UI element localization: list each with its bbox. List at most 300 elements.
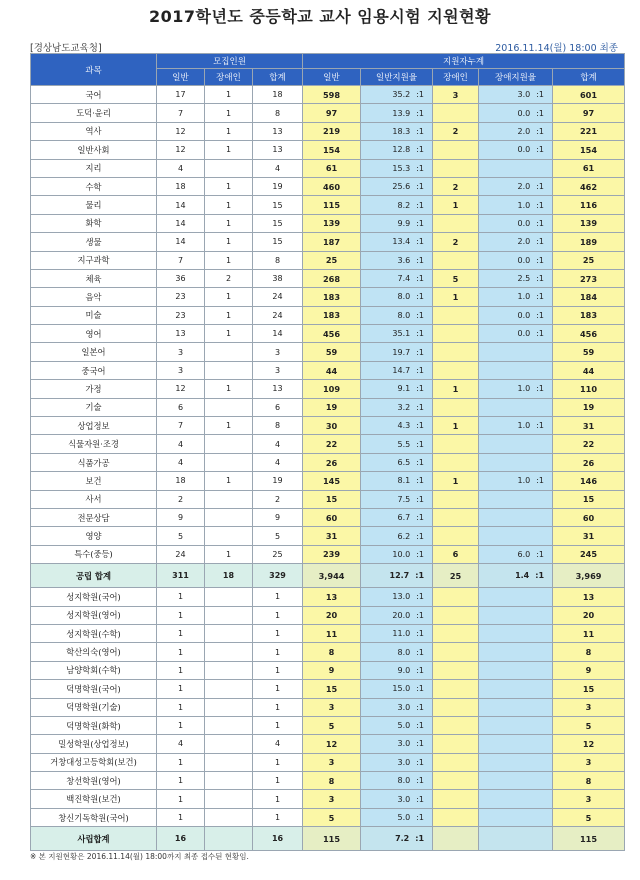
cell-recruit-general: 12 — [157, 141, 205, 159]
cell-applicant-disabled-ratio — [479, 325, 553, 343]
ratio-value: 8.1 — [397, 476, 411, 486]
cell-applicant-disabled-ratio — [479, 490, 553, 508]
cell-applicant-disabled — [433, 490, 479, 508]
cell-applicant-disabled-ratio — [479, 588, 553, 606]
cell-applicant-general-ratio — [361, 735, 433, 753]
cell-applicant-general-ratio — [361, 680, 433, 698]
cell-applicant-disabled-ratio — [479, 104, 553, 122]
cell-recruit-general: 1 — [157, 588, 205, 606]
table-row — [31, 490, 625, 508]
cell-applicant-disabled — [433, 159, 479, 177]
ratio-suffix: :1 — [415, 834, 425, 844]
ratio-value: 4.3 — [397, 421, 411, 431]
cell-recruit-total: 8 — [253, 104, 303, 122]
ratio-value: 18.3 — [392, 126, 411, 136]
cell-recruit-total: 1 — [253, 680, 303, 698]
cell-applicant-total: 221 — [553, 122, 625, 140]
cell-applicant-general-ratio — [361, 159, 433, 177]
ratio-suffix: :1 — [416, 776, 425, 786]
ratio-value: 12.8 — [392, 145, 411, 155]
cell-subject: 상업정보 — [31, 417, 157, 435]
cell-recruit-total: 15 — [253, 214, 303, 232]
cell-applicant-disabled-ratio — [479, 380, 553, 398]
ratio-suffix: :1 — [536, 476, 545, 486]
ratio-value: 0.0 — [517, 108, 531, 118]
cell-applicant-general-ratio — [361, 643, 433, 661]
cell-applicant-general: 8 — [303, 643, 361, 661]
ratio-suffix: :1 — [416, 721, 425, 731]
cell-applicant-disabled-ratio — [479, 435, 553, 453]
table-row — [31, 233, 625, 251]
cell-applicant-total: 15 — [553, 680, 625, 698]
cell-applicant-general-ratio — [361, 472, 433, 490]
cell-recruit-disabled — [205, 435, 253, 453]
cell-applicant-total: 115 — [553, 827, 625, 851]
ratio-value: 2.0 — [517, 126, 531, 136]
cell-applicant-general-ratio — [361, 606, 433, 624]
cell-applicant-disabled: 6 — [433, 545, 479, 563]
cell-applicant-total: 116 — [553, 196, 625, 214]
ratio-suffix: :1 — [416, 813, 425, 823]
cell-applicant-disabled: 5 — [433, 269, 479, 287]
cell-recruit-general: 36 — [157, 269, 205, 287]
ratio-suffix: :1 — [416, 90, 425, 100]
cell-applicant-total: 19 — [553, 398, 625, 416]
cell-applicant-disabled-ratio — [479, 214, 553, 232]
cell-applicant-disabled — [433, 306, 479, 324]
ratio-value: 1.4 — [515, 571, 530, 581]
cell-subject: 덕명학원(국어) — [31, 680, 157, 698]
cell-recruit-disabled — [205, 527, 253, 545]
ratio-suffix: :1 — [416, 310, 425, 320]
ratio-value: 10.0 — [392, 549, 411, 559]
cell-recruit-general: 1 — [157, 661, 205, 679]
cell-applicant-general: 3 — [303, 753, 361, 771]
cell-applicant-general-ratio — [361, 196, 433, 214]
cell-applicant-total: 15 — [553, 490, 625, 508]
ratio-value: 3.0 — [397, 757, 411, 767]
ratio-value: 6.0 — [517, 549, 531, 559]
cell-applicant-disabled-ratio — [479, 564, 553, 588]
cell-applicant-disabled-ratio — [479, 361, 553, 379]
ratio-value: 11.0 — [392, 629, 411, 639]
cell-recruit-total: 19 — [253, 472, 303, 490]
cell-applicant-total: 8 — [553, 772, 625, 790]
cell-applicant-disabled-ratio — [479, 306, 553, 324]
cell-applicant-disabled-ratio — [479, 624, 553, 642]
cell-subject: 보건 — [31, 472, 157, 490]
cell-applicant-general-ratio — [361, 233, 433, 251]
table-row — [31, 753, 625, 771]
table-row — [31, 104, 625, 122]
table-row — [31, 361, 625, 379]
table-row — [31, 453, 625, 471]
ratio-suffix: :1 — [536, 145, 545, 155]
cell-recruit-disabled — [205, 453, 253, 471]
ratio-suffix: :1 — [536, 292, 545, 302]
cell-subject: 공립 합계 — [31, 564, 157, 588]
ratio-suffix: :1 — [416, 549, 425, 559]
cell-recruit-general: 1 — [157, 680, 205, 698]
cell-recruit-total: 24 — [253, 306, 303, 324]
cell-applicant-disabled-ratio — [479, 753, 553, 771]
ratio-suffix: :1 — [416, 421, 425, 431]
cell-subject: 역사 — [31, 122, 157, 140]
cell-applicant-disabled-ratio — [479, 643, 553, 661]
cell-recruit-total: 25 — [253, 545, 303, 563]
cell-recruit-total: 4 — [253, 435, 303, 453]
cell-applicant-disabled: 2 — [433, 233, 479, 251]
cell-recruit-general: 3 — [157, 343, 205, 361]
cell-applicant-general: 61 — [303, 159, 361, 177]
table-row — [31, 772, 625, 790]
cell-recruit-general: 1 — [157, 624, 205, 642]
cell-recruit-disabled — [205, 398, 253, 416]
cell-recruit-general: 1 — [157, 753, 205, 771]
cell-applicant-general-ratio — [361, 827, 433, 851]
cell-applicant-disabled: 3 — [433, 86, 479, 104]
applicant-status-table — [30, 53, 625, 851]
header-applicants-group: 지원자누계 — [303, 54, 625, 69]
ratio-suffix: :1 — [416, 476, 425, 486]
cell-applicant-total: 12 — [553, 735, 625, 753]
ratio-suffix: :1 — [416, 665, 425, 675]
cell-recruit-general: 1 — [157, 606, 205, 624]
cell-applicant-total: 5 — [553, 808, 625, 826]
cell-applicant-disabled-ratio — [479, 772, 553, 790]
cell-applicant-total: 31 — [553, 527, 625, 545]
cell-applicant-disabled — [433, 398, 479, 416]
cell-subject: 도덕·윤리 — [31, 104, 157, 122]
cell-subject: 미술 — [31, 306, 157, 324]
ratio-value: 7.2 — [395, 834, 410, 844]
cell-applicant-general: 25 — [303, 251, 361, 269]
cell-subject: 사립합계 — [31, 827, 157, 851]
table-row — [31, 196, 625, 214]
cell-recruit-disabled — [205, 343, 253, 361]
cell-applicant-disabled — [433, 104, 479, 122]
cell-applicant-total: 273 — [553, 269, 625, 287]
cell-recruit-total: 24 — [253, 288, 303, 306]
cell-subject: 기술 — [31, 398, 157, 416]
table-row — [31, 808, 625, 826]
cell-applicant-general: 44 — [303, 361, 361, 379]
cell-applicant-general: 115 — [303, 196, 361, 214]
table-row — [31, 177, 625, 195]
cell-subject: 지구과학 — [31, 251, 157, 269]
cell-recruit-total: 1 — [253, 606, 303, 624]
table-row — [31, 716, 625, 734]
cell-recruit-total: 19 — [253, 177, 303, 195]
ratio-value: 0.0 — [517, 145, 531, 155]
cell-applicant-general: 59 — [303, 343, 361, 361]
ratio-suffix: :1 — [536, 310, 545, 320]
cell-applicant-total: 462 — [553, 177, 625, 195]
ratio-value: 0.0 — [517, 218, 531, 228]
cell-applicant-general: 30 — [303, 417, 361, 435]
cell-applicant-total: 601 — [553, 86, 625, 104]
ratio-value: 3.6 — [397, 255, 411, 265]
cell-applicant-disabled — [433, 624, 479, 642]
cell-applicant-general-ratio — [361, 251, 433, 269]
cell-applicant-disabled-ratio — [479, 545, 553, 563]
table-row — [31, 251, 625, 269]
cell-subject: 밀성학원(상업정보) — [31, 735, 157, 753]
ratio-value: 25.6 — [392, 182, 411, 192]
ratio-value: 5.0 — [397, 721, 411, 731]
table-row — [31, 214, 625, 232]
cell-recruit-general: 311 — [157, 564, 205, 588]
cell-applicant-general-ratio — [361, 624, 433, 642]
cell-applicant-general-ratio — [361, 177, 433, 195]
cell-applicant-general: 154 — [303, 141, 361, 159]
cell-recruit-disabled — [205, 680, 253, 698]
cell-recruit-general: 9 — [157, 508, 205, 526]
cell-applicant-disabled-ratio — [479, 508, 553, 526]
cell-applicant-total: 44 — [553, 361, 625, 379]
cell-applicant-general: 219 — [303, 122, 361, 140]
cell-subject: 영양 — [31, 527, 157, 545]
cell-applicant-disabled-ratio — [479, 398, 553, 416]
cell-applicant-disabled-ratio — [479, 196, 553, 214]
ratio-suffix: :1 — [536, 218, 545, 228]
cell-recruit-disabled — [205, 490, 253, 508]
ratio-value: 0.0 — [517, 329, 531, 339]
cell-applicant-general-ratio — [361, 141, 433, 159]
cell-subject: 수학 — [31, 177, 157, 195]
cell-applicant-total: 110 — [553, 380, 625, 398]
table-row — [31, 588, 625, 606]
cell-subject: 음악 — [31, 288, 157, 306]
ratio-value: 13.0 — [392, 592, 411, 602]
cell-applicant-disabled — [433, 343, 479, 361]
cell-applicant-general: 20 — [303, 606, 361, 624]
cell-applicant-general: 5 — [303, 808, 361, 826]
cell-recruit-total: 8 — [253, 417, 303, 435]
cell-recruit-general: 6 — [157, 398, 205, 416]
cell-applicant-disabled — [433, 827, 479, 851]
cell-recruit-general: 18 — [157, 177, 205, 195]
cell-applicant-disabled-ratio — [479, 680, 553, 698]
cell-subject: 식품가공 — [31, 453, 157, 471]
cell-recruit-general: 23 — [157, 306, 205, 324]
cell-recruit-disabled: 1 — [205, 177, 253, 195]
cell-applicant-total: 3,969 — [553, 564, 625, 588]
cell-applicant-total: 22 — [553, 435, 625, 453]
cell-applicant-disabled-ratio — [479, 716, 553, 734]
cell-applicant-general: 139 — [303, 214, 361, 232]
cell-recruit-general: 23 — [157, 288, 205, 306]
cell-recruit-general: 13 — [157, 325, 205, 343]
cell-applicant-total: 189 — [553, 233, 625, 251]
ratio-value: 8.0 — [397, 310, 411, 320]
ratio-suffix: :1 — [536, 90, 545, 100]
cell-applicant-general-ratio — [361, 380, 433, 398]
cell-applicant-general-ratio — [361, 214, 433, 232]
cell-recruit-general: 7 — [157, 251, 205, 269]
ratio-suffix: :1 — [416, 739, 425, 749]
cell-applicant-total: 9 — [553, 661, 625, 679]
cell-applicant-general: 5 — [303, 716, 361, 734]
ratio-suffix: :1 — [536, 274, 545, 284]
cell-applicant-general-ratio — [361, 527, 433, 545]
table-row — [31, 643, 625, 661]
table-row — [31, 86, 625, 104]
cell-applicant-general: 26 — [303, 453, 361, 471]
cell-applicant-disabled — [433, 435, 479, 453]
ratio-value: 3.0 — [397, 794, 411, 804]
cell-recruit-total: 14 — [253, 325, 303, 343]
cell-recruit-general: 4 — [157, 453, 205, 471]
cell-recruit-total: 3 — [253, 343, 303, 361]
cell-recruit-total: 4 — [253, 453, 303, 471]
cell-applicant-disabled-ratio — [479, 453, 553, 471]
applicant-status-table-wrapper — [30, 53, 624, 851]
ratio-value: 35.2 — [392, 90, 411, 100]
cell-applicant-disabled-ratio — [479, 159, 553, 177]
cell-recruit-disabled: 2 — [205, 269, 253, 287]
cell-applicant-disabled: 2 — [433, 177, 479, 195]
header-applicant-general-ratio: 일반지원율 — [361, 69, 433, 86]
cell-recruit-general: 1 — [157, 808, 205, 826]
cell-applicant-total: 26 — [553, 453, 625, 471]
cell-applicant-disabled-ratio — [479, 698, 553, 716]
header-applicant-total: 합계 — [553, 69, 625, 86]
cell-recruit-disabled: 1 — [205, 306, 253, 324]
cell-applicant-disabled — [433, 753, 479, 771]
cell-applicant-general-ratio — [361, 288, 433, 306]
cell-recruit-general: 4 — [157, 159, 205, 177]
cell-applicant-disabled-ratio — [479, 251, 553, 269]
cell-subject: 일반사회 — [31, 141, 157, 159]
ratio-value: 2.0 — [517, 237, 531, 247]
table-row — [31, 790, 625, 808]
ratio-suffix: :1 — [536, 126, 545, 136]
header-recruit-group: 모집인원 — [157, 54, 303, 69]
ratio-suffix: :1 — [416, 610, 425, 620]
cell-recruit-total: 9 — [253, 508, 303, 526]
ratio-value: 15.3 — [392, 163, 411, 173]
cell-recruit-total: 15 — [253, 196, 303, 214]
cell-applicant-disabled: 1 — [433, 472, 479, 490]
cell-subject: 창선학원(영어) — [31, 772, 157, 790]
cell-subject: 성지학원(영어) — [31, 606, 157, 624]
ratio-value: 14.7 — [392, 366, 411, 376]
cell-subject: 체육 — [31, 269, 157, 287]
cell-recruit-general: 14 — [157, 196, 205, 214]
ratio-value: 8.0 — [397, 647, 411, 657]
cell-subject: 성지학원(수학) — [31, 624, 157, 642]
ratio-suffix: :1 — [536, 237, 545, 247]
cell-applicant-general-ratio — [361, 361, 433, 379]
ratio-suffix: :1 — [416, 702, 425, 712]
cell-recruit-total: 8 — [253, 251, 303, 269]
cell-applicant-disabled-ratio — [479, 661, 553, 679]
cell-recruit-general: 4 — [157, 735, 205, 753]
cell-applicant-disabled — [433, 588, 479, 606]
cell-applicant-general-ratio — [361, 753, 433, 771]
cell-applicant-total: 60 — [553, 508, 625, 526]
cell-recruit-total: 3 — [253, 361, 303, 379]
cell-applicant-general: 3,944 — [303, 564, 361, 588]
ratio-value: 1.0 — [517, 200, 531, 210]
cell-recruit-total: 13 — [253, 380, 303, 398]
ratio-suffix: :1 — [416, 647, 425, 657]
ratio-value: 2.0 — [517, 182, 531, 192]
ratio-suffix: :1 — [416, 494, 425, 504]
cell-applicant-disabled — [433, 661, 479, 679]
cell-applicant-disabled-ratio — [479, 417, 553, 435]
ratio-value: 8.0 — [397, 292, 411, 302]
cell-recruit-disabled: 1 — [205, 325, 253, 343]
table-row — [31, 325, 625, 343]
ratio-value: 19.7 — [392, 347, 411, 357]
table-row — [31, 269, 625, 287]
ratio-suffix: :1 — [536, 329, 545, 339]
cell-applicant-general: 15 — [303, 490, 361, 508]
cell-applicant-disabled-ratio — [479, 790, 553, 808]
cell-recruit-disabled: 1 — [205, 196, 253, 214]
cell-applicant-disabled — [433, 772, 479, 790]
cell-applicant-total: 139 — [553, 214, 625, 232]
cell-applicant-disabled — [433, 808, 479, 826]
cell-subject: 중국어 — [31, 361, 157, 379]
cell-applicant-disabled — [433, 527, 479, 545]
ratio-value: 8.2 — [397, 200, 411, 210]
table-row — [31, 159, 625, 177]
cell-recruit-disabled — [205, 661, 253, 679]
ratio-value: 2.5 — [517, 274, 531, 284]
cell-applicant-disabled: 2 — [433, 122, 479, 140]
cell-recruit-disabled — [205, 361, 253, 379]
table-row — [31, 288, 625, 306]
cell-recruit-general: 1 — [157, 772, 205, 790]
cell-recruit-disabled: 1 — [205, 251, 253, 269]
ratio-suffix: :1 — [416, 458, 425, 467]
cell-applicant-general: 115 — [303, 827, 361, 851]
cell-subject: 영어 — [31, 325, 157, 343]
header-applicant-disabled-ratio: 장애지원율 — [479, 69, 553, 86]
cell-applicant-disabled-ratio — [479, 177, 553, 195]
cell-recruit-total: 1 — [253, 624, 303, 642]
cell-applicant-general: 97 — [303, 104, 361, 122]
cell-applicant-disabled-ratio — [479, 343, 553, 361]
header-recruit-general: 일반 — [157, 69, 205, 86]
cell-applicant-total: 59 — [553, 343, 625, 361]
table-row — [31, 606, 625, 624]
cell-applicant-general-ratio — [361, 716, 433, 734]
cell-subject: 화학 — [31, 214, 157, 232]
ratio-suffix: :1 — [416, 255, 425, 265]
cell-recruit-disabled: 1 — [205, 104, 253, 122]
cell-subject: 가정 — [31, 380, 157, 398]
cell-applicant-general: 31 — [303, 527, 361, 545]
cell-applicant-general: 3 — [303, 698, 361, 716]
cell-applicant-general-ratio — [361, 490, 433, 508]
ratio-suffix: :1 — [416, 108, 425, 118]
ratio-suffix: :1 — [416, 629, 425, 639]
ratio-suffix: :1 — [416, 366, 425, 376]
ratio-value: 13.9 — [392, 108, 411, 118]
cell-applicant-disabled: 1 — [433, 288, 479, 306]
cell-applicant-general: 12 — [303, 735, 361, 753]
cell-recruit-disabled: 1 — [205, 141, 253, 159]
table-row — [31, 398, 625, 416]
cell-subject: 일본어 — [31, 343, 157, 361]
cell-recruit-general: 18 — [157, 472, 205, 490]
cell-applicant-general-ratio — [361, 772, 433, 790]
ratio-suffix: :1 — [416, 439, 425, 449]
